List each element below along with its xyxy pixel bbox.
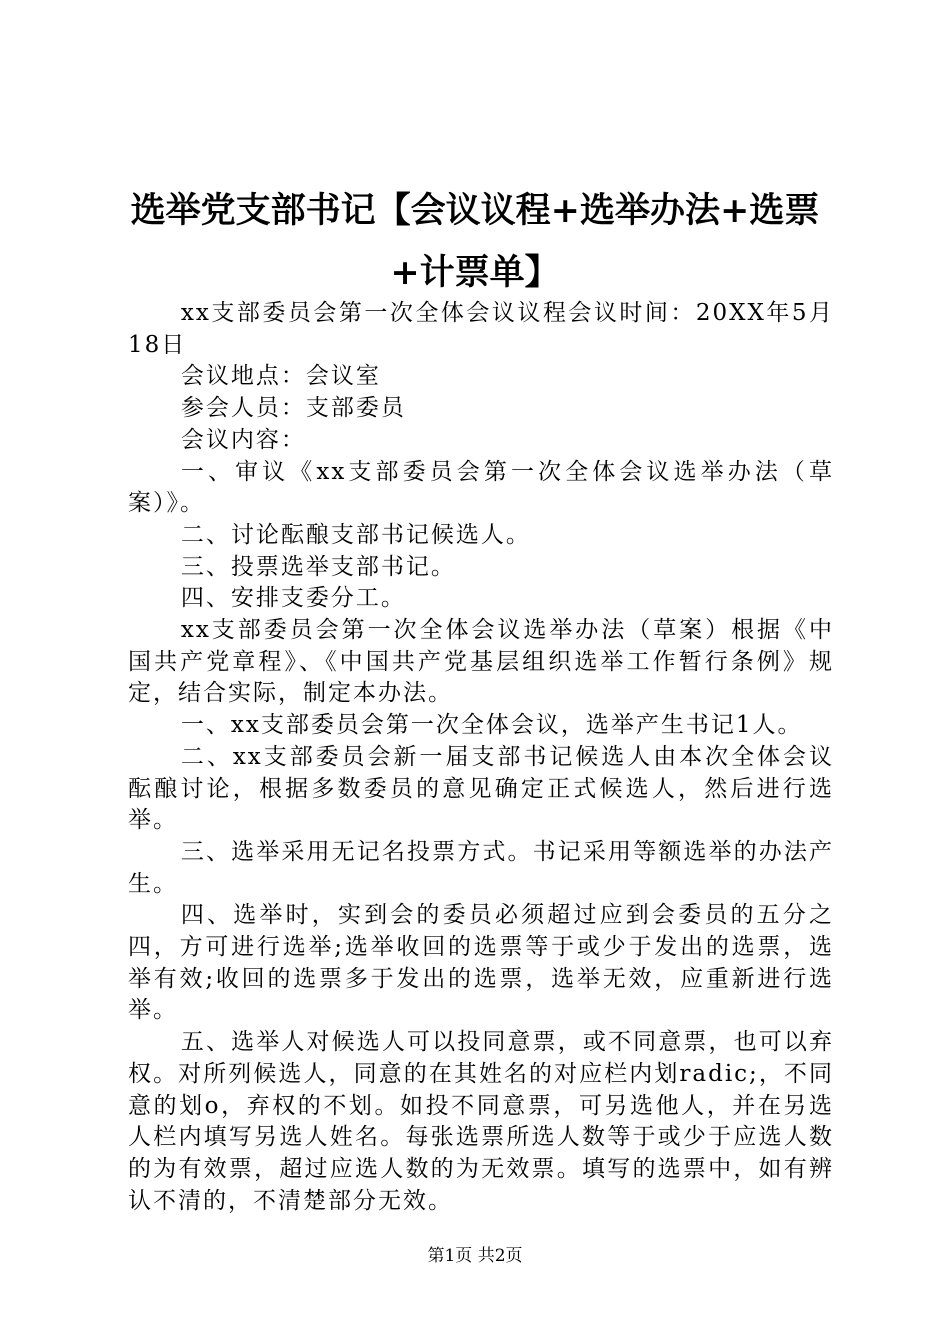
paragraph-meeting-place: 会议地点：会议室 xyxy=(180,363,381,390)
paragraph-method-2: 二、xx支部委员会新一届支部书记候选人由本次全体会议酝酿讨论，根据多数委员的意见确定正式候选人，然后进行选举。 xyxy=(128,743,834,834)
paragraph-content-heading: 会议内容： xyxy=(180,426,306,453)
paragraph-attendees: 参会人员：支部委员 xyxy=(180,395,406,422)
paragraph-agenda-4: 四、安排支委分工。 xyxy=(180,585,406,612)
paragraph-method-5: 五、选举人对候选人可以投同意票，或不同意票，也可以弃权。对所列候选人，同意的在其姓名的对应栏内划radic;，不同意的划o，弃权的不划。如投不同意票，可另选他人，并在另选人栏内填写另选人姓名。每张选票所选人数等于或少于应选人数的为有效票，超过应选人数的为无效票。填写的选票中，如有辨认不清的，不清楚部分无效。 xyxy=(128,1029,834,1214)
document-title: 选举党支部书记【会议议程+选举办法+选票+计票单】 xyxy=(130,190,820,293)
paragraph-agenda-2: 二、讨论酝酿支部书记候选人。 xyxy=(180,521,531,548)
page-footer: 第1页 共2页 xyxy=(427,1246,523,1266)
paragraph-meeting-time: xx支部委员会第一次全体会议议程会议时间：20XX年5月18日 xyxy=(128,300,834,358)
paragraph-method-4: 四、选举时，实到会的委员必须超过应到会委员的五分之四，方可进行选举;选举收回的选票等于或少于发出的选票，选举有效;收回的选票多于发出的选票，选举无效，应重新进行选举。 xyxy=(128,902,834,1024)
paragraph-agenda-1: 一、审议《xx支部委员会第一次全体会议选举办法（草案）》。 xyxy=(128,458,834,517)
paragraph-method-intro: xx支部委员会第一次全体会议选举办法（草案）根据《中国共产党章程》、《中国共产党基层组织选举工作暂行条例》规定，结合实际，制定本办法。 xyxy=(128,617,834,707)
document-body xyxy=(128,298,834,1217)
paragraph-method-1: 一、xx支部委员会第一次全体会议，选举产生书记1人。 xyxy=(180,712,803,739)
paragraph-method-3: 三、选举采用无记名投票方式。书记采用等额选举的办法产生。 xyxy=(128,838,834,897)
paragraph-agenda-3: 三、投票选举支部书记。 xyxy=(180,553,456,580)
